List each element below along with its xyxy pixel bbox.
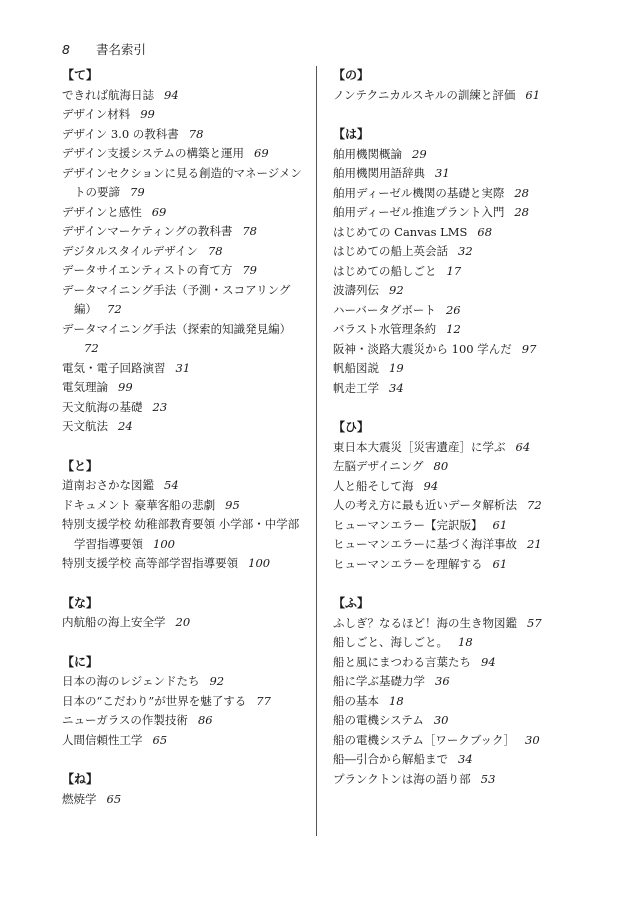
book-title: プランクトンは海の語り部 [333,771,471,786]
section-heading: 【の】 [333,68,370,82]
index-section [62,594,302,633]
page-reference: 65 [106,791,122,806]
book-title: 左脳デザイニング [333,459,424,473]
index-entry [62,164,302,203]
page-reference: 61 [492,556,508,571]
book-title: バラスト水管理条約 [333,322,437,336]
book-title: 天文航海の基礎 [62,399,143,414]
book-title: デザインマーケティングの教科書 [62,224,233,238]
book-title: データマイニング手法（探索的知識発見編） [62,321,292,336]
index-entry [333,262,583,282]
page-reference: 99 [118,380,133,394]
page-header [62,40,146,58]
book-title: はじめての Canvas LMS [333,224,468,239]
book-title: ノンテクニカルスキルの訓練と評価 [333,87,516,102]
page-reference: 99 [140,107,155,121]
book-title: 日本の“こだわり”が世界を魅了する [62,693,247,708]
page-reference: 79 [130,185,145,199]
book-title: 天文航法 [62,419,108,433]
index-entry [62,105,302,125]
index-entry [62,281,302,320]
page-reference: 68 [477,224,493,239]
page-reference: 18 [458,635,473,649]
section-heading: 【と】 [62,458,99,473]
book-title: デザインと感性 [62,204,142,219]
index-entry [333,770,583,790]
index-entry [333,535,583,555]
index-entry [62,731,302,751]
index-entry [62,554,302,574]
book-title: 船しごと、海しごと。 [333,635,448,649]
page-reference: 72 [107,302,122,316]
section-heading: 【ふ】 [333,596,370,610]
index-section [62,66,302,437]
page-reference: 57 [527,615,542,630]
index-section [62,653,302,751]
book-title: デザイン支援システムの構築と運用 [62,146,245,160]
index-entry [62,790,302,810]
index-entry [333,184,583,204]
page-reference: 97 [521,341,537,356]
page-reference: 24 [118,419,133,433]
page-reference: 32 [458,244,473,258]
index-entry [62,203,302,223]
page-reference: 21 [527,537,542,551]
index-entry [333,672,583,692]
index-entry [62,692,302,712]
book-title: 阪神・淡路大震災から 100 学んだ [333,341,512,356]
index-entry [333,242,583,262]
section-heading: 【ね】 [62,772,99,786]
index-entry [62,125,302,145]
index-section [333,594,583,789]
page-reference: 12 [446,322,461,336]
book-title: 舶用機関用語辞典 [333,166,425,180]
index-entry [333,86,583,106]
book-title: 舶用ディーゼル推進プラント入門 [333,205,505,219]
index-entry [333,340,583,360]
page-reference: 28 [514,185,529,200]
section-heading: 【は】 [333,127,370,141]
index-entry [333,731,583,751]
book-title: ヒューマンエラーに基づく海洋事故 [333,537,517,551]
column-divider [316,66,317,836]
book-title: 船と風にまつわる言葉たち [333,654,471,669]
page-reference: 69 [254,146,269,160]
book-title: 船の電機システム［ワークブック］ [333,732,516,747]
book-title: 日本の海のレジェンドたち [62,674,200,688]
page-reference: 30 [525,732,540,747]
index-entry [62,613,302,633]
book-title: ヒューマンエラーを理解する [333,556,483,571]
index-entry [62,672,302,692]
book-title: 船の基本 [333,693,379,708]
page-reference: 17 [446,263,462,278]
book-title: デザインセクションに見る創造的マネージメントの要諦 [62,165,302,199]
page-reference: 20 [175,615,191,629]
page-reference: 100 [153,536,175,551]
page-reference: 72 [84,341,99,355]
page-reference: 54 [164,478,179,492]
page-reference: 79 [242,263,257,277]
page-reference: 28 [514,205,529,219]
index-section [333,125,583,398]
page-reference: 78 [242,224,257,238]
page-reference: 69 [151,204,167,219]
index-entry [333,203,583,223]
page-reference: 26 [445,302,461,317]
book-title: 人と船そして海 [333,478,414,493]
book-title: 道南おさかな図鑑 [62,478,154,492]
book-title: データサイエンティストの育て方 [62,263,233,277]
index-entry [333,516,583,536]
book-title: はじめての船上英会話 [333,244,448,258]
page-reference: 31 [435,166,450,180]
left-column [62,66,302,829]
book-title: デジタルスタイルデザイン [62,243,198,258]
index-entry [333,379,583,399]
index-entry [333,223,583,243]
index-entry [333,320,583,340]
index-section [62,770,302,809]
page-reference: 100 [248,556,271,570]
index-entry [333,633,583,653]
page-reference: 92 [209,674,225,688]
book-title: 舶用機関概論 [333,146,402,161]
book-title: 電気・電子回路演習 [62,360,166,375]
page-reference: 34 [389,380,404,395]
index-entry [333,711,583,731]
page-reference: 72 [527,498,542,512]
page-reference: 65 [152,732,168,747]
book-title: ヒューマンエラー【完訳版】 [333,517,483,532]
book-title: 船―引合から解船まで [333,752,448,766]
section-heading: 【ひ】 [333,420,370,434]
page-reference: 61 [492,517,508,532]
page-number: 8 [62,42,70,57]
book-title: 帆船図説 [333,361,379,375]
index-entry [333,692,583,712]
page-reference: 34 [458,752,473,766]
page-reference: 18 [389,693,404,708]
index-entry [62,378,302,398]
index-entry [62,496,302,516]
index-entry [333,438,583,458]
index-entry [333,496,583,516]
index-entry [62,86,302,106]
section-heading: 【な】 [62,595,99,610]
book-title: 帆走工学 [333,380,379,395]
index-entry [333,359,583,379]
book-title: 人間信頼性工学 [62,732,143,747]
book-title: データマイニング手法（予測・スコアリング編） [62,282,291,316]
book-title: ニューガラスの作製技術 [62,713,188,727]
book-title: 船の電機システム [333,713,424,727]
index-section [333,66,583,105]
book-title: 波濤列伝 [333,283,379,297]
book-title: 特別支援学校 高等部学習指導要領 [62,556,239,570]
index-entry [333,477,583,497]
book-title: デザイン 3.0 の教科書 [62,126,179,141]
page-reference: 61 [525,87,541,102]
book-title: はじめての船しごと [333,263,437,278]
index-entry [333,614,583,634]
book-title: ドキュメント 豪華客船の悲劇 [62,497,216,512]
index-entry [62,711,302,731]
index-entry [333,653,583,673]
book-title: デザイン材料 [62,107,131,121]
right-column [333,66,583,809]
book-title: 燃焼学 [62,791,97,806]
page-reference: 23 [152,399,168,414]
book-title: 人の考え方に最も近いデータ解析法 [333,498,517,512]
index-entry [62,359,302,379]
page-reference: 29 [412,146,427,161]
page-reference: 53 [480,771,496,786]
index-entry [62,242,302,262]
book-title: 舶用ディーゼル機関の基礎と実際 [333,185,505,200]
page-reference: 78 [188,126,204,141]
index-entry [62,144,302,164]
index-entry [62,222,302,242]
book-title: できれば航海日誌 [62,87,154,102]
page-reference: 92 [389,283,404,297]
page-reference: 80 [433,459,449,473]
index-section [62,457,302,574]
book-title: 東日本大震災［災害遺産］に学ぶ [333,439,506,454]
index-entry [333,164,583,184]
page-reference: 78 [207,243,223,258]
index-entry [62,476,302,496]
index-entry [333,457,583,477]
index-entry [333,555,583,575]
index-entry [62,261,302,281]
book-title: 特別支援学校 幼稚部教育要領 小学部・中学部学習指導要領 [62,517,300,551]
page-reference: 77 [256,693,271,708]
book-title: 船に学ぶ基礎力学 [333,674,425,688]
page-reference: 36 [435,674,450,688]
page-title: 書名索引 [95,42,146,57]
section-heading: 【て】 [62,68,99,82]
index-entry [333,281,583,301]
index-entry [333,750,583,770]
book-title: 電気理論 [62,380,108,394]
page-reference: 64 [515,439,531,454]
index-entry [62,417,302,437]
page-reference: 19 [389,361,404,375]
page-reference: 95 [225,497,240,512]
index-entry [62,320,302,359]
page-reference: 94 [164,87,179,102]
page-reference: 30 [433,713,449,727]
page-reference: 94 [481,654,496,669]
index-entry [62,398,302,418]
index-section [333,418,583,574]
index-entry [333,301,583,321]
page-reference: 94 [423,478,439,493]
page-reference: 86 [197,713,213,727]
section-heading: 【に】 [62,654,99,669]
book-title: 内航船の海上安全学 [62,615,166,629]
index-entry [333,145,583,165]
page-reference: 31 [175,360,191,375]
index-entry [62,515,302,554]
book-title: ハーバータグボート [333,302,436,317]
book-title: ふしぎ？なるほど！海の生き物図鑑 [333,615,517,630]
